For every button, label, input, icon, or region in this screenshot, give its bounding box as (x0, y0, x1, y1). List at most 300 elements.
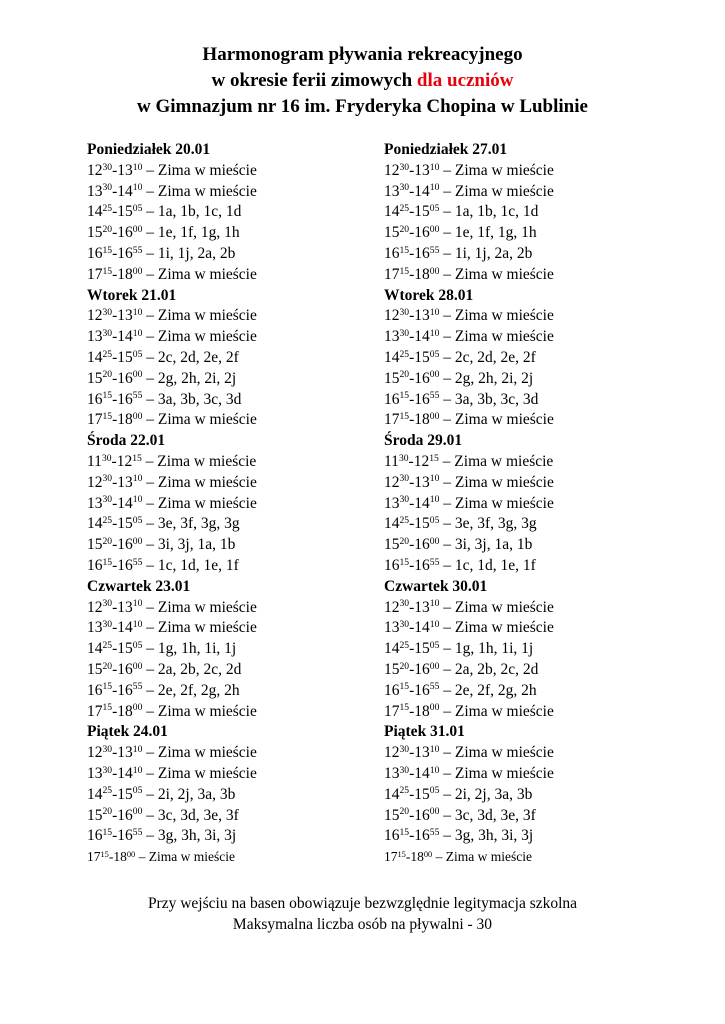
start-hour: 14 (384, 348, 400, 366)
start-minutes: 30 (399, 161, 410, 173)
start-hour: 12 (87, 598, 103, 616)
time-slot: $12^{30}-13^{10}$ – Zima w mieście (87, 598, 257, 616)
start-minutes: 20 (399, 535, 410, 547)
time-slot: $15^{20}-16^{00} - 2g$, 2h, 2i, 2j (384, 369, 534, 387)
end-hour: 16 (117, 369, 133, 387)
start-hour: 17 (87, 411, 103, 429)
end-minutes: 10 (429, 598, 440, 610)
end-minutes: 10 (132, 494, 143, 506)
start-hour: 16 (384, 244, 400, 262)
slot-group-text: 2a, 2b, 2c, 2d (454, 660, 539, 678)
start-hour: 13 (384, 328, 400, 346)
start-minutes: 15 (399, 265, 410, 277)
time-slot: $15^{20}-16^{00} - 3i$, 3j, 1a, 1b (384, 535, 533, 554)
end-minutes: 10 (429, 494, 440, 506)
day-block (384, 286, 664, 432)
start-hour: 14 (384, 785, 400, 803)
end-minutes: 00 (429, 223, 440, 235)
slot-group-text: 3e, 3f, 3g, 3g (454, 515, 537, 533)
end-minutes: 00 (132, 806, 143, 818)
start-hour: 11 (384, 452, 399, 470)
start-minutes: 15 (102, 390, 113, 402)
end-minutes: 10 (429, 473, 440, 485)
slot-group-text: 3g, 3h, 3i, 3j (454, 827, 534, 845)
end-minutes: 10 (132, 473, 143, 485)
start-hour: 12 (384, 598, 400, 616)
start-minutes: 25 (399, 785, 410, 797)
end-hour: 16 (414, 827, 430, 845)
start-hour: 12 (384, 307, 400, 325)
slot-group-text: 3a, 3b, 3c, 3d (157, 390, 242, 408)
slot-group-text: 1g, 1h, 1i, 1j (454, 640, 534, 658)
slot-group-text: Zima w mieście (157, 702, 257, 720)
start-hour: 13 (384, 619, 400, 637)
start-hour: 16 (87, 827, 103, 845)
start-hour: 13 (384, 764, 400, 782)
end-hour: 13 (414, 598, 430, 616)
day-title: Wtorek 28.01 (384, 286, 474, 304)
start-hour: 16 (384, 681, 400, 699)
slot-group-text: 3a, 3b, 3c, 3d (454, 390, 539, 408)
day-block (384, 140, 664, 286)
time-slot: $15^{20}-16^{00} - 2a$, 2b, 2c, 2d (384, 660, 539, 678)
start-hour: 17 (384, 411, 400, 429)
start-minutes: 30 (399, 307, 410, 319)
start-hour: 16 (87, 390, 103, 408)
end-minutes: 05 (429, 348, 440, 360)
end-minutes: 10 (132, 327, 143, 339)
time-slot: $14^{25}-15^{05} - 2i$, 2j, 3a, 3b (87, 785, 236, 803)
slot-group-text: 2g, 2h, 2i, 2j (157, 369, 237, 387)
start-minutes: 20 (399, 806, 410, 818)
schedule-column-week-1 (87, 140, 357, 868)
start-minutes: 15 (102, 702, 113, 714)
start-minutes: 30 (102, 473, 113, 485)
start-minutes: 20 (399, 223, 410, 235)
time-slot: $13^{30}-14^{10}$ – Zima w mieście (87, 494, 257, 512)
time-slot: $12^{30}-13^{10}$ – Zima w mieście (87, 307, 257, 325)
title-line-2 (0, 68, 725, 94)
start-minutes: 15 (102, 556, 113, 568)
day-block (384, 431, 664, 577)
end-minutes: 00 (429, 660, 440, 672)
start-hour: 16 (384, 390, 400, 408)
end-hour: 18 (410, 849, 424, 865)
end-hour: 16 (414, 681, 430, 699)
start-hour: 15 (87, 806, 103, 824)
time-slot: $15^{20}-16^{00} - 3i$, 3j, 1a, 1b (87, 535, 236, 554)
time-slot: $12^{30}-13^{10}$ – Zima w mieście (384, 307, 554, 325)
slot-group-text: Zima w mieście (157, 473, 257, 491)
end-hour: 16 (414, 390, 430, 408)
end-minutes: 00 (429, 702, 440, 714)
slot-group-text: Zima w mieście (157, 182, 257, 200)
end-hour: 18 (117, 411, 133, 429)
start-hour: 13 (87, 328, 103, 346)
start-hour: 13 (87, 494, 103, 512)
slot-group-text: Zima w mieście (454, 411, 554, 429)
end-hour: 18 (414, 411, 430, 429)
end-minutes: 10 (132, 764, 143, 776)
start-minutes: 30 (102, 598, 113, 610)
start-minutes: 25 (102, 639, 113, 651)
end-hour: 14 (414, 494, 430, 512)
day-title: Piątek 24.01 (87, 723, 168, 741)
start-hour: 15 (384, 224, 400, 242)
end-minutes: 00 (132, 223, 143, 235)
time-slot: $14^{25}-15^{05} - 2c$, 2d, 2e, 2f (87, 348, 239, 366)
time-slot: $12^{30}-13^{10}$ – Zima w mieście (87, 161, 257, 179)
start-minutes: 15 (399, 411, 410, 423)
end-hour: 15 (414, 785, 430, 803)
start-minutes: 30 (399, 494, 410, 506)
end-hour: 12 (116, 452, 133, 470)
time-slot: $13^{30}-14^{10}$ – Zima w mieście (384, 327, 554, 346)
slot-group-text: Zima w mieście (454, 307, 554, 325)
slot-group-text: 2e, 2f, 2g, 2h (454, 681, 537, 699)
start-hour: 13 (87, 619, 103, 637)
end-minutes: 05 (429, 785, 440, 797)
end-hour: 16 (117, 244, 133, 262)
time-slot: $13^{30}-14^{10}$ – Zima w mieście (87, 764, 257, 782)
slot-group-text: 2i, 2j, 3a, 3b (454, 785, 533, 803)
slot-group-text: Zima w mieście (454, 598, 554, 616)
end-hour: 14 (414, 619, 430, 637)
slot-group-text: 1e, 1f, 1g, 1h (157, 224, 240, 242)
end-hour: 16 (117, 660, 133, 678)
start-hour: 13 (87, 182, 103, 200)
start-hour: 16 (87, 244, 103, 262)
end-hour: 18 (113, 849, 127, 865)
start-minutes: 15 (399, 681, 410, 693)
time-slot: $16^{15}-16^{55} - 3g$, 3h, 3i, 3j (384, 827, 534, 845)
start-hour: 17 (87, 265, 103, 283)
day-block (384, 577, 664, 723)
time-slot: $15^{20}-16^{00} - 3c$, 3d, 3e, 3f (384, 806, 536, 824)
end-minutes: 05 (132, 515, 143, 527)
slot-group-text: 3c, 3d, 3e, 3f (454, 806, 536, 824)
end-minutes: 55 (132, 244, 143, 256)
day-title: Poniedziałek 20.01 (87, 141, 211, 158)
start-hour: 14 (384, 640, 400, 658)
start-minutes: 15 (399, 390, 410, 402)
slot-group-text: Zima w mieście (454, 702, 554, 720)
end-minutes: 55 (132, 827, 143, 839)
end-hour: 13 (414, 307, 430, 325)
day-title: Poniedziałek 27.01 (384, 141, 508, 158)
slot-group-text: Zima w mieście (157, 411, 257, 429)
time-slot: $15^{20}-16^{00} - 3c$, 3d, 3e, 3f (87, 806, 239, 824)
slot-group-text: Zima w mieście (157, 452, 257, 470)
time-slot: $16^{15}-16^{55} - 3g$, 3h, 3i, 3j (87, 827, 237, 845)
slot-group-text: Zima w mieście (157, 764, 257, 782)
slot-group-text: 2c, 2d, 2e, 2f (157, 348, 239, 366)
end-minutes: 15 (429, 452, 439, 464)
start-minutes: 15 (399, 556, 410, 568)
start-hour: 15 (87, 369, 103, 387)
end-minutes: 55 (132, 556, 143, 568)
end-hour: 14 (414, 182, 430, 200)
time-slot: $16^{15}-16^{55} - 1c$, 1d, 1e, 1f (87, 556, 239, 574)
time-slot: $16^{15}-16^{55} - 3a$, 3b, 3c, 3d (87, 390, 242, 408)
slot-group-text: Zima w mieście (157, 161, 257, 179)
start-hour: 17 (87, 702, 103, 720)
start-hour: 12 (384, 473, 400, 491)
slot-group-text: Zima w mieście (157, 744, 257, 762)
time-slot: $16^{15}-16^{55} - 1c$, 1d, 1e, 1f (384, 556, 536, 574)
day-title: Środa 29.01 (384, 432, 463, 450)
end-hour: 15 (117, 785, 133, 803)
start-minutes: 25 (399, 515, 410, 527)
time-slot: $12^{30}-13^{10}$ – Zima w mieście (87, 473, 257, 491)
start-minutes: 15 (399, 702, 410, 714)
title-line-3: w Gimnazjum nr 16 im. Fryderyka Chopina w Lublinie (137, 96, 588, 117)
time-slot: $15^{20}-16^{00} - 2a$, 2b, 2c, 2d (87, 660, 242, 678)
slot-group-text: Zima w mieście (157, 307, 257, 325)
day-title: Środa 22.01 (87, 432, 166, 450)
slot-group-text: Zima w mieście (454, 265, 554, 283)
end-hour: 16 (414, 244, 430, 262)
start-hour: 15 (87, 660, 103, 678)
end-hour: 13 (414, 161, 430, 179)
slot-group-text: 1i, 1j, 2a, 2b (157, 244, 236, 262)
time-slot: $12^{30}-13^{10}$ – Zima w mieście (87, 743, 257, 762)
slot-group-text: 1a, 1b, 1c, 1d (157, 203, 242, 221)
day-block (87, 722, 357, 868)
end-hour: 13 (414, 473, 430, 491)
start-hour: 13 (384, 494, 400, 512)
end-minutes: 10 (429, 743, 440, 755)
start-hour: 16 (384, 556, 400, 574)
start-hour: 14 (384, 203, 400, 221)
start-minutes: 30 (399, 598, 410, 610)
footer-notes (0, 893, 725, 935)
start-minutes: 25 (399, 639, 410, 651)
start-minutes: 30 (102, 182, 113, 194)
start-hour: 17 (384, 265, 400, 283)
start-hour: 12 (87, 161, 103, 179)
start-minutes: 30 (398, 452, 409, 464)
time-slot: $14^{25}-15^{05} - 2i$, 2j, 3a, 3b (384, 785, 533, 803)
end-minutes: 55 (429, 827, 440, 839)
end-minutes: 00 (132, 369, 143, 381)
time-slot: $17^{15}-18^{00}$ – Zima w mieście (384, 265, 554, 283)
start-minutes: 15 (397, 849, 406, 859)
end-hour: 16 (117, 681, 133, 699)
start-minutes: 30 (399, 619, 410, 631)
start-minutes: 25 (102, 515, 113, 527)
end-hour: 16 (414, 556, 430, 574)
end-minutes: 00 (126, 849, 136, 859)
start-hour: 14 (87, 348, 103, 366)
schedule-column-week-2 (384, 140, 664, 868)
end-minutes: 05 (429, 203, 440, 215)
slot-group-text: 3e, 3f, 3g, 3g (157, 515, 240, 533)
start-minutes: 30 (102, 307, 113, 319)
start-hour: 11 (87, 452, 102, 470)
slot-group-text: Zima w mieście (454, 473, 554, 491)
end-minutes: 00 (429, 806, 440, 818)
start-hour: 15 (87, 536, 103, 554)
start-hour: 16 (87, 556, 103, 574)
time-slot: $14^{25}-15^{05} - 1g$, 1h, 1i, 1j (384, 639, 534, 658)
end-hour: 15 (414, 515, 430, 533)
footer-note-max-people: Maksymalna liczba osób na pływalni - 30 (232, 916, 493, 933)
slot-group-text: 1g, 1h, 1i, 1j (157, 640, 237, 658)
day-block (87, 431, 357, 577)
slot-group-text: 1a, 1b, 1c, 1d (454, 203, 539, 221)
end-minutes: 10 (132, 619, 143, 631)
slot-group-text: Zima w mieście (157, 494, 257, 512)
end-minutes: 00 (429, 535, 440, 547)
start-hour: 12 (384, 744, 400, 762)
end-hour: 15 (117, 203, 133, 221)
end-hour: 16 (117, 556, 133, 574)
end-minutes: 00 (132, 265, 143, 277)
start-minutes: 25 (102, 203, 113, 215)
start-minutes: 25 (399, 203, 410, 215)
start-hour: 17 (384, 849, 398, 865)
end-hour: 16 (117, 827, 133, 845)
time-slot: $17^{15}-18^{00}$ – Zima w mieście (384, 849, 532, 865)
day-title: Piątek 31.01 (384, 723, 465, 741)
end-hour: 14 (117, 619, 133, 637)
start-minutes: 30 (102, 619, 113, 631)
end-hour: 12 (413, 452, 430, 470)
end-hour: 13 (117, 744, 133, 762)
end-minutes: 55 (429, 556, 440, 568)
start-hour: 12 (87, 473, 103, 491)
end-hour: 16 (414, 224, 430, 242)
end-hour: 13 (414, 744, 430, 762)
slot-group-text: 2e, 2f, 2g, 2h (157, 681, 240, 699)
end-minutes: 05 (132, 639, 143, 651)
end-minutes: 05 (132, 203, 143, 215)
time-slot: $15^{20}-16^{00} - 1e$, 1f, 1g, 1h (384, 223, 537, 242)
time-slot: $14^{25}-15^{05} - 1a$, 1b, 1c, 1d (384, 203, 539, 221)
end-minutes: 10 (132, 161, 143, 173)
end-hour: 14 (414, 764, 430, 782)
slot-group-text: 2a, 2b, 2c, 2d (157, 660, 242, 678)
start-minutes: 15 (102, 411, 113, 423)
slot-group-text: 2g, 2h, 2i, 2j (454, 369, 534, 387)
title-line-1: Harmonogram pływania rekreacyjnego (202, 44, 523, 65)
time-slot: $17^{15}-18^{00}$ – Zima w mieście (384, 702, 554, 720)
time-slot: $14^{25}-15^{05} - 2c$, 2d, 2e, 2f (384, 348, 536, 366)
end-minutes: 15 (132, 452, 142, 464)
end-hour: 18 (414, 702, 430, 720)
start-hour: 14 (87, 515, 103, 533)
end-hour: 13 (117, 161, 133, 179)
title-accent-text: dla uczniów (416, 70, 514, 91)
start-hour: 13 (384, 182, 400, 200)
start-hour: 12 (384, 161, 400, 179)
slot-group-text: Zima w mieście (454, 182, 554, 200)
time-slot: $14^{25}-15^{05} - 3e$, 3f, 3g, 3g (384, 515, 537, 533)
end-minutes: 10 (132, 598, 143, 610)
end-minutes: 10 (429, 764, 440, 776)
time-slot: $16^{15}-16^{55} - 1i$, 1j, 2a, 2b (384, 244, 533, 262)
end-minutes: 55 (429, 244, 440, 256)
start-minutes: 30 (102, 494, 113, 506)
slot-group-text: Zima w mieście (157, 265, 257, 283)
start-minutes: 20 (102, 223, 113, 235)
end-hour: 14 (117, 328, 133, 346)
end-minutes: 05 (132, 785, 143, 797)
start-hour: 13 (87, 764, 103, 782)
start-minutes: 15 (102, 681, 113, 693)
start-minutes: 15 (100, 849, 109, 859)
end-hour: 15 (414, 203, 430, 221)
start-hour: 16 (87, 681, 103, 699)
start-minutes: 30 (102, 161, 113, 173)
end-minutes: 55 (132, 390, 143, 402)
start-minutes: 30 (102, 764, 113, 776)
start-minutes: 15 (399, 244, 410, 256)
day-block (87, 286, 357, 432)
start-hour: 17 (87, 849, 101, 865)
end-hour: 16 (117, 806, 133, 824)
end-hour: 15 (117, 515, 133, 533)
start-minutes: 15 (102, 827, 113, 839)
end-hour: 16 (117, 224, 133, 242)
end-hour: 13 (117, 307, 133, 325)
start-minutes: 20 (102, 660, 113, 672)
slot-group-text: Zima w mieście (454, 744, 554, 762)
end-minutes: 10 (429, 307, 440, 319)
time-slot: $17^{15}-18^{00}$ – Zima w mieście (87, 849, 235, 865)
start-hour: 17 (384, 702, 400, 720)
end-hour: 16 (414, 806, 430, 824)
start-minutes: 30 (399, 743, 410, 755)
time-slot: $17^{15}-18^{00}$ – Zima w mieście (384, 411, 554, 429)
start-minutes: 30 (101, 452, 112, 464)
time-slot: $13^{30}-14^{10}$ – Zima w mieście (384, 619, 554, 637)
time-slot: $12^{30}-13^{10}$ – Zima w mieście (384, 473, 554, 491)
time-slot: $14^{25}-15^{05} - 1a$, 1b, 1c, 1d (87, 203, 242, 221)
slot-group-text: Zima w mieście (157, 619, 257, 637)
end-minutes: 00 (132, 660, 143, 672)
start-minutes: 30 (399, 327, 410, 339)
end-hour: 14 (414, 328, 430, 346)
start-hour: 14 (87, 785, 103, 803)
slot-group-text: Zima w mieście (148, 849, 235, 865)
time-slot: $16^{15}-16^{55} - 3a$, 3b, 3c, 3d (384, 390, 539, 408)
end-hour: 14 (117, 764, 133, 782)
end-minutes: 00 (132, 411, 143, 423)
title-line-2-text: w okresie ferii zimowych (211, 70, 417, 91)
end-hour: 16 (414, 536, 430, 554)
slot-group-text: Zima w mieście (454, 764, 554, 782)
time-slot: $14^{25}-15^{05} - 3e$, 3f, 3g, 3g (87, 515, 240, 533)
time-slot: $12^{30}-13^{10}$ – Zima w mieście (384, 743, 554, 762)
day-block (87, 577, 357, 723)
start-minutes: 20 (102, 535, 113, 547)
slot-group-text: 1c, 1d, 1e, 1f (454, 556, 536, 574)
start-minutes: 20 (102, 806, 113, 818)
start-minutes: 30 (399, 473, 410, 485)
time-slot: $17^{15}-18^{00}$ – Zima w mieście (87, 265, 257, 283)
slot-group-text: 1c, 1d, 1e, 1f (157, 556, 239, 574)
end-minutes: 05 (132, 348, 143, 360)
start-minutes: 30 (102, 327, 113, 339)
time-slot: $17^{15}-18^{00}$ – Zima w mieście (87, 702, 257, 720)
day-block (384, 722, 664, 868)
slot-group-text: 2i, 2j, 3a, 3b (157, 785, 236, 803)
start-hour: 12 (87, 744, 103, 762)
slot-group-text: Zima w mieście (157, 598, 257, 616)
slot-group-text: 3i, 3j, 1a, 1b (454, 536, 533, 554)
